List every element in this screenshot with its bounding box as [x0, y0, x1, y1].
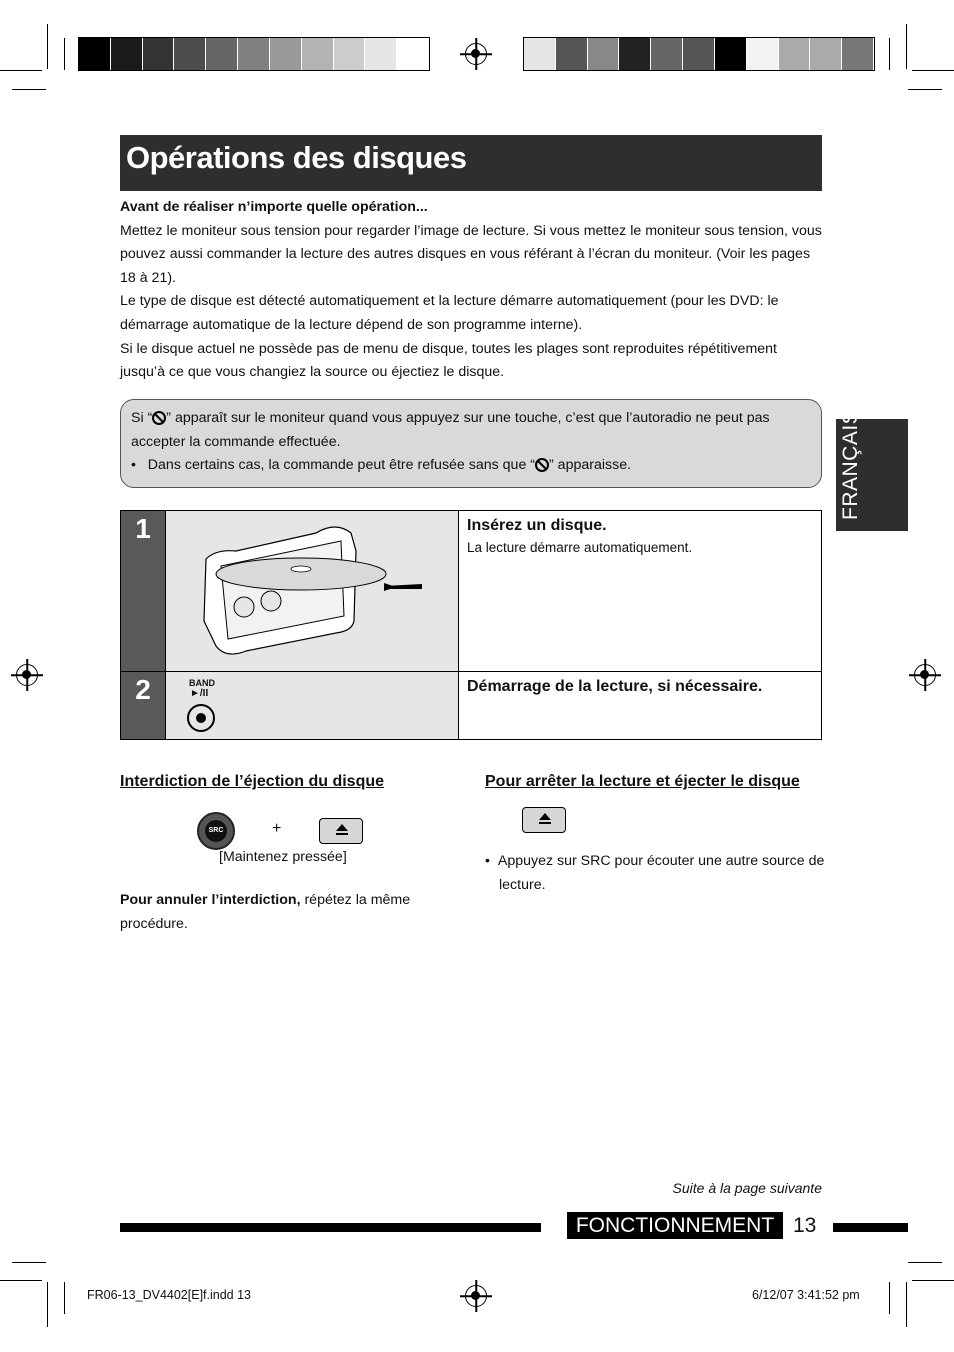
- crop-mark: [12, 1262, 46, 1263]
- crop-mark: [889, 1282, 890, 1314]
- steps-table: [120, 510, 822, 740]
- registration-mark-icon: [465, 43, 487, 65]
- src-label: SRC: [205, 820, 227, 842]
- step-title: Démarrage de la lecture, si nécessaire.: [467, 678, 763, 695]
- crop-mark: [912, 70, 954, 71]
- intro-paragraph: Mettez le moniteur sous tension pour regarder l’image de lecture. Si vous mettez le moniteur sous tension, vous pouvez aussi commander la lecture des autres disques en vous référant à l’écran du moniteur. (Voir les pages 18 à 21).: [120, 222, 822, 286]
- step-number: 1: [121, 511, 165, 671]
- cancel-instruction: [120, 888, 440, 936]
- note-line: [131, 407, 811, 454]
- step-2-text: [459, 672, 821, 739]
- eject-lock-heading: Interdiction de l’éjection du disque: [120, 773, 385, 790]
- page-number: 13: [793, 1214, 817, 1237]
- eject-button[interactable]: [319, 818, 363, 844]
- crop-mark: [64, 1282, 65, 1314]
- page-title: Opérations des disques: [126, 140, 467, 175]
- step-number: 2: [121, 672, 165, 739]
- crop-mark: [912, 1280, 954, 1281]
- crop-mark: [47, 1282, 48, 1327]
- prohibited-icon: [152, 411, 166, 425]
- note-bullet: • Dans certains cas, la commande peut être refusée sans que “ ” apparaisse.: [131, 457, 632, 474]
- intro-paragraph: Si le disque actuel ne possède pas de menu de disque, toutes les plages sont reproduites répétitivement jusqu’à ce que vous changiez la source ou éjectiez le disque.: [120, 340, 777, 381]
- note-text: ” apparaisse.: [549, 457, 632, 474]
- crop-mark: [12, 89, 46, 90]
- crop-mark: [908, 1262, 942, 1263]
- cancel-bold: Pour annuler l’interdiction,: [120, 892, 301, 908]
- registration-mark-icon: [465, 1285, 487, 1307]
- intro-paragraph: Le type de disque est détecté automatiquement et la lecture démarre automatiquement (pour les DVD: le démarrage automatique de la lecture dépend de son programme interne).: [120, 293, 779, 333]
- prohibited-icon: [535, 458, 549, 472]
- footer-bar: [120, 1223, 541, 1232]
- language-label: FRANÇAIS: [839, 409, 862, 520]
- stop-eject-heading: Pour arrêter la lecture et éjecter le disque: [485, 773, 800, 790]
- crop-mark: [906, 1282, 907, 1327]
- bullet-text: Appuyez sur SRC pour écouter une autre source de lecture.: [497, 853, 825, 893]
- crop-mark: [889, 38, 890, 70]
- crop-mark: [64, 38, 65, 70]
- crop-mark: [908, 89, 942, 90]
- color-strip: [523, 37, 875, 71]
- plus-sign: +: [272, 820, 282, 837]
- disc-insert-illustration: [165, 511, 459, 671]
- eject-button[interactable]: [522, 807, 566, 833]
- continued-note: Suite à la page suivante: [672, 1180, 822, 1196]
- note-text: Si “: [131, 410, 153, 426]
- registration-mark-icon: [16, 664, 38, 686]
- step-1-text: [459, 511, 821, 671]
- stop-eject-bullet: • Appuyez sur SRC pour écouter une autre source de lecture.: [485, 853, 825, 893]
- step-title: Insérez un disque.: [467, 517, 607, 534]
- intro-text: [120, 196, 824, 385]
- intro-heading: Avant de réaliser n’importe quelle opération...: [120, 199, 428, 215]
- footer-bar: [833, 1223, 908, 1232]
- divider: [121, 671, 821, 672]
- crop-mark: [906, 24, 907, 69]
- play-pause-icon: ►/II: [190, 688, 209, 699]
- band-button-illustration: [165, 672, 459, 739]
- note-text: Dans certains cas, la commande peut être refusée sans que “: [147, 457, 536, 474]
- note-box: [120, 399, 822, 488]
- grayscale-strip: [78, 37, 430, 71]
- button-dot-icon: [196, 713, 206, 723]
- registration-mark-icon: [914, 664, 936, 686]
- band-label: BAND: [189, 678, 215, 688]
- section-label: FONCTIONNEMENT: [567, 1212, 783, 1239]
- src-button[interactable]: [197, 812, 235, 850]
- crop-mark: [0, 70, 42, 71]
- band-button[interactable]: [187, 704, 215, 732]
- cancel-text: répétez la même procédure.: [120, 892, 411, 932]
- slug-right: 6/12/07 3:41:52 pm: [752, 1288, 860, 1302]
- crop-mark: [0, 1280, 42, 1281]
- step-description: La lecture démarre automatiquement.: [467, 540, 693, 555]
- crop-mark: [47, 24, 48, 69]
- hold-instruction: [Maintenez pressée]: [219, 849, 347, 865]
- slug-left: FR06-13_DV4402[E]f.indd 13: [87, 1288, 251, 1302]
- note-text: ” apparaît sur le moniteur quand vous appuyez sur une touche, c’est que l’autoradio ne peut pas accepter la commande effectuée.: [131, 410, 770, 450]
